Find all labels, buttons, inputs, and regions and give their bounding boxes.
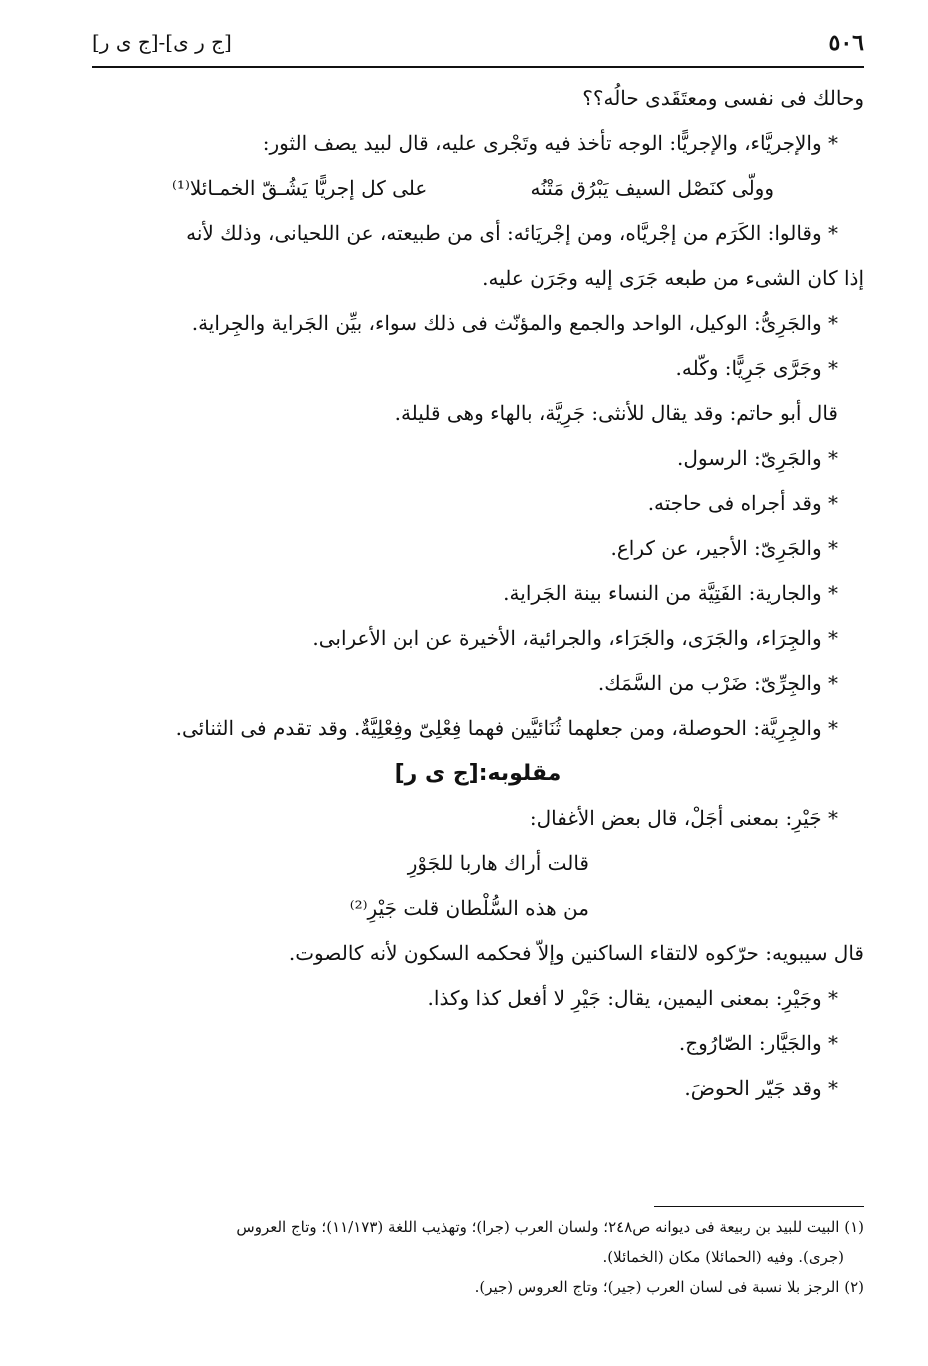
entry-line: * جَيْرِ: بمعنى أجَلْ، قال بعض الأغفال:	[529, 806, 838, 830]
entry-line: * والجِرَاء، والجَرَى، والجَرَاء، والجرائية، الأخيرة عن ابن الأعرابى.	[312, 626, 838, 650]
footnote-1: (١) البيت للبيد بن ربيعة فى ديوانه ص٢٤٨؛ ولسان العرب (جرا)؛ وتهذيب اللغة (١١/١٧٣)؛ وتاج العروس	[236, 1218, 864, 1236]
verse-first-hemistich: وولّى كنَصْل السيف يَبْرُق مَتْنُه	[530, 176, 774, 200]
main-text	[92, 76, 864, 1111]
entry-line: * وقد أجراه فى حاجته.	[647, 491, 838, 515]
entry-line: * والجَرِىُّ: الوكيل، الواحد والجمع والمؤنّث فى ذلك سواء، بيِّن الجَراية والجِراية.	[191, 311, 838, 335]
entry-line: * وقالوا: الكَرَم من إجْريَّاه، ومن إجْريَائه: أى من طبيعته، عن اللحيانى، وذلك لأنه	[186, 221, 838, 245]
poetry-verse	[92, 166, 864, 211]
text-line: قال سيبويه: حرّكوه لالتقاء الساكنين وإلاّ فحكمه السكون لأنه كالصوت.	[288, 941, 864, 965]
footnote-rule	[654, 1206, 864, 1207]
entry-line: * وجَرَّى جَرِيًّا: وكّله.	[675, 356, 838, 380]
entry-line: * والجِرِّىّ: ضَرْب من السَّمَك.	[597, 671, 838, 695]
rajaz-verse-line: قالت أراك هاربا للجَوْرِ	[407, 851, 589, 875]
footnote-2: (٢) الرجز بلا نسبة فى لسان العرب (جير)؛ وتاج العروس (جير).	[474, 1278, 864, 1296]
verse-second-hemistich: على كل إجريًّا يَشُـقّ الخمـائلا⁽¹⁾	[172, 176, 428, 200]
entry-line: * وقد جَيّر الحوضَ.	[684, 1076, 838, 1100]
page-header	[92, 30, 864, 60]
running-head: [ج ر ى]-[ج ى ر]	[92, 30, 232, 54]
rajaz-verse-line: من هذه السُّلْطان قلت جَيْرِ⁽²⁾	[349, 896, 589, 920]
footnote-1-continued: (جرى). وفيه (الحمائلا) مكان (الخمائلا).	[602, 1248, 844, 1266]
text-line: إذا كان الشىء من طبعه جَرَى إليه وجَرَن عليه.	[482, 266, 864, 290]
entry-line: * وجَيْرِ: بمعنى اليمين، يقال: جَيْرِ لا أفعل كذا وكذا.	[427, 986, 838, 1010]
entry-line: * والجَرِىّ: الأجير، عن كراع.	[610, 536, 838, 560]
text-line: قال أبو حاتم: وقد يقال للأنثى: جَرِيَّة، بالهاء وهى قليلة.	[394, 401, 838, 425]
page-number: ٥٠٦	[828, 30, 864, 56]
entry-line: * والجارية: الفَتِيَّة من النساء بينة الجَراية.	[503, 581, 838, 605]
footnotes	[92, 1212, 864, 1302]
header-rule	[92, 66, 864, 68]
entry-line: * والجَرِىّ: الرسول.	[676, 446, 838, 470]
entry-line: * والجِرِيَّة: الحوصلة، ومن جعلهما ثُنَائيَّين فهما فِعْلِىّ وفِعْلِيَّةٌ. وقد تقدم فى الثنائى.	[175, 716, 838, 740]
text-line: وحالك فى نفسى ومعتَقَدى حالُه؟؟	[582, 86, 864, 110]
entry-line: * والإجريَّاء، والإجريًّا: الوجه تأخذ فيه وتَجْرى عليه، قال لبيد يصف الثور:	[262, 131, 838, 155]
entry-line: * والجَيَّار: الصّارُوج.	[678, 1031, 838, 1055]
section-heading: مقلوبه:[ج ى ر]	[394, 761, 562, 786]
